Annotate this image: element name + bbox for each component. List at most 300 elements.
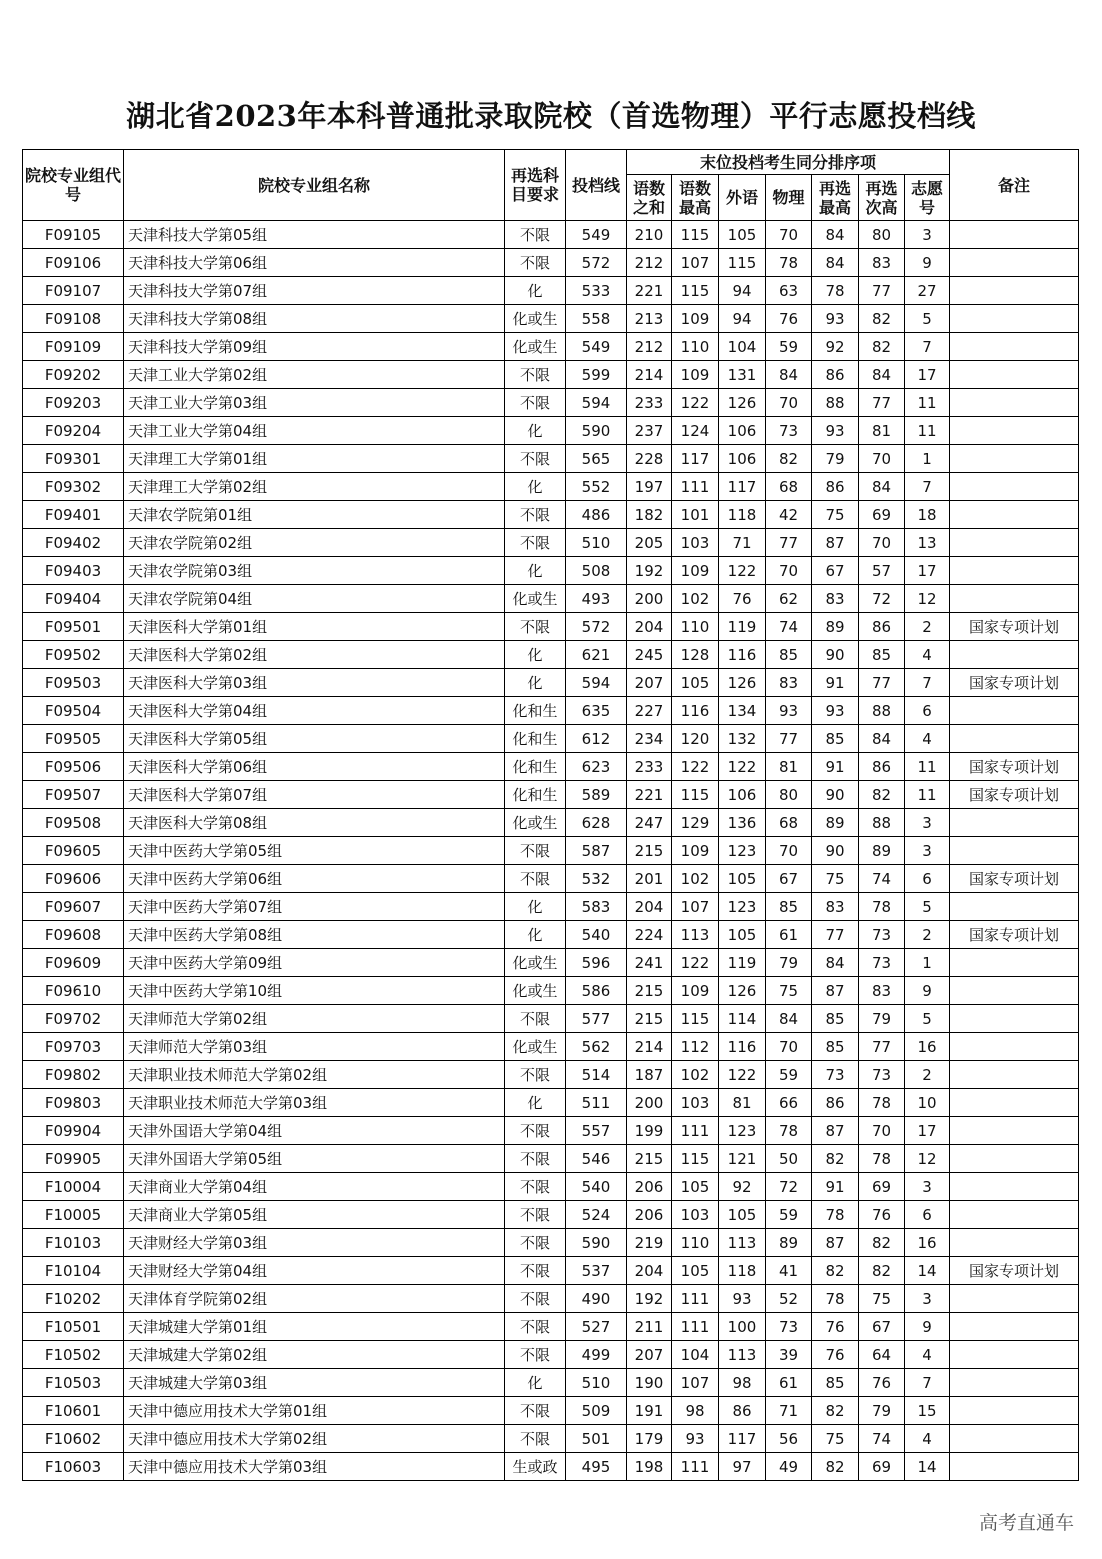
- cell-code: F10103: [23, 1229, 124, 1257]
- cell-choice-no: 17: [905, 361, 950, 389]
- cell-elective-second: 84: [859, 473, 905, 501]
- table-row: [23, 949, 1079, 977]
- cell-foreign: 122: [719, 1061, 766, 1089]
- cell-physics: 75: [766, 977, 812, 1005]
- cell-note: [950, 697, 1079, 725]
- cell-note: [950, 893, 1079, 921]
- cell-name: 天津医科大学第04组: [124, 697, 505, 725]
- cell-foreign: 119: [719, 949, 766, 977]
- cell-elective-second: 78: [859, 893, 905, 921]
- cell-elective-second: 70: [859, 445, 905, 473]
- cell-elective-second: 84: [859, 361, 905, 389]
- cell-choice-no: 2: [905, 921, 950, 949]
- cell-note: [950, 1061, 1079, 1089]
- cell-elective-max: 90: [812, 837, 859, 865]
- cell-req: 化: [505, 1089, 566, 1117]
- cell-elective-max: 85: [812, 1033, 859, 1061]
- cell-note: [950, 1453, 1079, 1481]
- cell-max-cm: 124: [672, 417, 719, 445]
- cell-physics: 50: [766, 1145, 812, 1173]
- cell-name: 天津职业技术师范大学第02组: [124, 1061, 505, 1089]
- cell-sum-cm: 187: [627, 1061, 672, 1089]
- cell-name: 天津农学院第04组: [124, 585, 505, 613]
- cell-foreign: 136: [719, 809, 766, 837]
- cell-elective-second: 69: [859, 1453, 905, 1481]
- cell-code: F09302: [23, 473, 124, 501]
- cell-elective-second: 72: [859, 585, 905, 613]
- header-sub: 再选最高: [812, 175, 859, 221]
- cell-elective-max: 86: [812, 473, 859, 501]
- table-row: [23, 1033, 1079, 1061]
- cell-sum-cm: 199: [627, 1117, 672, 1145]
- cell-name: 天津中德应用技术大学第02组: [124, 1425, 505, 1453]
- cell-sum-cm: 206: [627, 1201, 672, 1229]
- cell-foreign: 118: [719, 1257, 766, 1285]
- cell-req: 化和生: [505, 781, 566, 809]
- cell-foreign: 106: [719, 781, 766, 809]
- cell-sum-cm: 233: [627, 389, 672, 417]
- cell-sum-cm: 211: [627, 1313, 672, 1341]
- cell-foreign: 117: [719, 1425, 766, 1453]
- cell-choice-no: 9: [905, 1313, 950, 1341]
- cell-line: 508: [566, 557, 627, 585]
- cell-physics: 71: [766, 1397, 812, 1425]
- cell-elective-second: 57: [859, 557, 905, 585]
- cell-elective-second: 77: [859, 389, 905, 417]
- cell-physics: 61: [766, 1369, 812, 1397]
- cell-req: 化或生: [505, 809, 566, 837]
- cell-code: F10502: [23, 1341, 124, 1369]
- cell-note: 国家专项计划: [950, 921, 1079, 949]
- cell-elective-max: 85: [812, 1005, 859, 1033]
- cell-elective-second: 84: [859, 725, 905, 753]
- cell-foreign: 105: [719, 221, 766, 249]
- cell-code: F10601: [23, 1397, 124, 1425]
- cell-line: 590: [566, 1229, 627, 1257]
- cell-code: F09609: [23, 949, 124, 977]
- cell-name: 天津农学院第03组: [124, 557, 505, 585]
- cell-elective-second: 83: [859, 249, 905, 277]
- cell-note: [950, 809, 1079, 837]
- cell-req: 不限: [505, 1397, 566, 1425]
- cell-line: 549: [566, 333, 627, 361]
- table-row: [23, 1397, 1079, 1425]
- table-row: [23, 473, 1079, 501]
- cell-line: 623: [566, 753, 627, 781]
- table-row: [23, 669, 1079, 697]
- cell-elective-max: 73: [812, 1061, 859, 1089]
- cell-choice-no: 14: [905, 1453, 950, 1481]
- cell-name: 天津财经大学第04组: [124, 1257, 505, 1285]
- cell-sum-cm: 241: [627, 949, 672, 977]
- cell-line: 594: [566, 389, 627, 417]
- cell-sum-cm: 207: [627, 669, 672, 697]
- cell-sum-cm: 200: [627, 585, 672, 613]
- cell-elective-max: 82: [812, 1453, 859, 1481]
- cell-name: 天津中医药大学第10组: [124, 977, 505, 1005]
- cell-sum-cm: 191: [627, 1397, 672, 1425]
- cell-max-cm: 112: [672, 1033, 719, 1061]
- cell-name: 天津外国语大学第05组: [124, 1145, 505, 1173]
- cell-note: [950, 1285, 1079, 1313]
- cell-code: F10603: [23, 1453, 124, 1481]
- table-row: [23, 1425, 1079, 1453]
- cell-line: 510: [566, 529, 627, 557]
- cell-line: 490: [566, 1285, 627, 1313]
- cell-max-cm: 104: [672, 1341, 719, 1369]
- cell-foreign: 94: [719, 277, 766, 305]
- cell-req: 化或生: [505, 1033, 566, 1061]
- cell-req: 不限: [505, 1005, 566, 1033]
- cell-req: 不限: [505, 1201, 566, 1229]
- header-note: 备注: [950, 150, 1079, 221]
- cell-note: [950, 1341, 1079, 1369]
- cell-req: 化和生: [505, 697, 566, 725]
- cell-foreign: 105: [719, 865, 766, 893]
- cell-foreign: 94: [719, 305, 766, 333]
- cell-foreign: 123: [719, 1117, 766, 1145]
- cell-note: 国家专项计划: [950, 865, 1079, 893]
- cell-elective-max: 82: [812, 1145, 859, 1173]
- cell-note: [950, 1397, 1079, 1425]
- cell-elective-max: 87: [812, 1117, 859, 1145]
- cell-physics: 82: [766, 445, 812, 473]
- cell-code: F10503: [23, 1369, 124, 1397]
- cell-elective-max: 79: [812, 445, 859, 473]
- cell-code: F09501: [23, 613, 124, 641]
- cell-choice-no: 27: [905, 277, 950, 305]
- cell-elective-second: 70: [859, 1117, 905, 1145]
- cell-note: [950, 725, 1079, 753]
- cell-code: F09802: [23, 1061, 124, 1089]
- cell-req: 不限: [505, 865, 566, 893]
- cell-choice-no: 5: [905, 305, 950, 333]
- cell-foreign: 71: [719, 529, 766, 557]
- cell-choice-no: 3: [905, 1285, 950, 1313]
- cell-sum-cm: 245: [627, 641, 672, 669]
- cell-note: 国家专项计划: [950, 1257, 1079, 1285]
- cell-req: 化: [505, 893, 566, 921]
- table-row: [23, 1453, 1079, 1481]
- cell-choice-no: 7: [905, 669, 950, 697]
- table-row: [23, 1061, 1079, 1089]
- cell-foreign: 116: [719, 1033, 766, 1061]
- cell-req: 化和生: [505, 753, 566, 781]
- cell-physics: 73: [766, 417, 812, 445]
- page-title: 湖北省2023年本科普通批录取院校（首选物理）平行志愿投档线: [126, 99, 976, 133]
- header-sub: 语数之和: [627, 175, 672, 221]
- cell-elective-max: 93: [812, 697, 859, 725]
- cell-sum-cm: 247: [627, 809, 672, 837]
- cell-sum-cm: 215: [627, 837, 672, 865]
- cell-name: 天津工业大学第02组: [124, 361, 505, 389]
- cell-name: 天津理工大学第01组: [124, 445, 505, 473]
- cell-line: 587: [566, 837, 627, 865]
- cell-note: [950, 249, 1079, 277]
- cell-choice-no: 1: [905, 949, 950, 977]
- cell-foreign: 121: [719, 1145, 766, 1173]
- cell-note: [950, 837, 1079, 865]
- cell-line: 562: [566, 1033, 627, 1061]
- cell-name: 天津农学院第02组: [124, 529, 505, 557]
- cell-physics: 41: [766, 1257, 812, 1285]
- cell-code: F09203: [23, 389, 124, 417]
- cell-elective-max: 86: [812, 1089, 859, 1117]
- cell-foreign: 81: [719, 1089, 766, 1117]
- cell-max-cm: 98: [672, 1397, 719, 1425]
- cell-note: [950, 1089, 1079, 1117]
- cell-name: 天津城建大学第03组: [124, 1369, 505, 1397]
- cell-note: [950, 977, 1079, 1005]
- cell-line: 558: [566, 305, 627, 333]
- cell-code: F09506: [23, 753, 124, 781]
- cell-max-cm: 115: [672, 781, 719, 809]
- cell-name: 天津中德应用技术大学第03组: [124, 1453, 505, 1481]
- cell-physics: 70: [766, 557, 812, 585]
- cell-physics: 84: [766, 1005, 812, 1033]
- cell-choice-no: 3: [905, 1173, 950, 1201]
- cell-foreign: 106: [719, 445, 766, 473]
- cell-name: 天津医科大学第01组: [124, 613, 505, 641]
- cell-line: 583: [566, 893, 627, 921]
- cell-physics: 49: [766, 1453, 812, 1481]
- cell-line: 572: [566, 613, 627, 641]
- cell-max-cm: 109: [672, 977, 719, 1005]
- cell-physics: 78: [766, 249, 812, 277]
- cell-physics: 84: [766, 361, 812, 389]
- cell-elective-second: 82: [859, 781, 905, 809]
- cell-req: 不限: [505, 1425, 566, 1453]
- cell-physics: 93: [766, 697, 812, 725]
- cell-note: [950, 389, 1079, 417]
- cell-name: 天津科技大学第07组: [124, 277, 505, 305]
- cell-choice-no: 17: [905, 1117, 950, 1145]
- cell-max-cm: 115: [672, 1005, 719, 1033]
- cell-physics: 42: [766, 501, 812, 529]
- cell-elective-second: 78: [859, 1145, 905, 1173]
- cell-physics: 67: [766, 865, 812, 893]
- cell-elective-second: 86: [859, 753, 905, 781]
- cell-sum-cm: 213: [627, 305, 672, 333]
- cell-physics: 52: [766, 1285, 812, 1313]
- cell-elective-max: 78: [812, 1201, 859, 1229]
- cell-code: F09105: [23, 221, 124, 249]
- cell-sum-cm: 205: [627, 529, 672, 557]
- cell-max-cm: 107: [672, 893, 719, 921]
- cell-max-cm: 109: [672, 557, 719, 585]
- cell-physics: 74: [766, 613, 812, 641]
- cell-foreign: 116: [719, 641, 766, 669]
- cell-max-cm: 111: [672, 473, 719, 501]
- cell-foreign: 100: [719, 1313, 766, 1341]
- cell-elective-second: 78: [859, 1089, 905, 1117]
- cell-req: 不限: [505, 249, 566, 277]
- cell-elective-second: 85: [859, 641, 905, 669]
- cell-code: F09404: [23, 585, 124, 613]
- cell-sum-cm: 190: [627, 1369, 672, 1397]
- table-row: [23, 697, 1079, 725]
- cell-physics: 59: [766, 1061, 812, 1089]
- cell-sum-cm: 233: [627, 753, 672, 781]
- cell-sum-cm: 237: [627, 417, 672, 445]
- cell-foreign: 123: [719, 837, 766, 865]
- cell-foreign: 113: [719, 1229, 766, 1257]
- cell-note: 国家专项计划: [950, 753, 1079, 781]
- cell-choice-no: 7: [905, 333, 950, 361]
- cell-choice-no: 11: [905, 753, 950, 781]
- cell-req: 化: [505, 669, 566, 697]
- cell-req: 化或生: [505, 305, 566, 333]
- table-row: [23, 837, 1079, 865]
- cell-req: 不限: [505, 837, 566, 865]
- cell-note: [950, 445, 1079, 473]
- cell-line: 596: [566, 949, 627, 977]
- cell-sum-cm: 210: [627, 221, 672, 249]
- cell-line: 586: [566, 977, 627, 1005]
- cell-note: [950, 557, 1079, 585]
- cell-sum-cm: 212: [627, 333, 672, 361]
- cell-max-cm: 122: [672, 949, 719, 977]
- cell-max-cm: 117: [672, 445, 719, 473]
- cell-physics: 63: [766, 277, 812, 305]
- cell-foreign: 97: [719, 1453, 766, 1481]
- cell-code: F09803: [23, 1089, 124, 1117]
- cell-physics: 70: [766, 1033, 812, 1061]
- cell-foreign: 115: [719, 249, 766, 277]
- cell-physics: 80: [766, 781, 812, 809]
- cell-note: [950, 1033, 1079, 1061]
- cell-elective-max: 86: [812, 361, 859, 389]
- cell-max-cm: 116: [672, 697, 719, 725]
- cell-code: F09606: [23, 865, 124, 893]
- cell-choice-no: 3: [905, 809, 950, 837]
- cell-elective-second: 77: [859, 277, 905, 305]
- cell-name: 天津商业大学第04组: [124, 1173, 505, 1201]
- cell-code: F09608: [23, 921, 124, 949]
- table-row: [23, 1005, 1079, 1033]
- cell-note: [950, 361, 1079, 389]
- cell-name: 天津医科大学第08组: [124, 809, 505, 837]
- cell-physics: 83: [766, 669, 812, 697]
- cell-req: 不限: [505, 529, 566, 557]
- cell-foreign: 123: [719, 893, 766, 921]
- cell-elective-max: 91: [812, 669, 859, 697]
- cell-max-cm: 128: [672, 641, 719, 669]
- table-row: [23, 613, 1079, 641]
- cell-sum-cm: 206: [627, 1173, 672, 1201]
- cell-note: [950, 1117, 1079, 1145]
- cell-elective-second: 76: [859, 1201, 905, 1229]
- cell-elective-max: 84: [812, 949, 859, 977]
- cell-code: F09401: [23, 501, 124, 529]
- cell-foreign: 134: [719, 697, 766, 725]
- cell-elective-max: 88: [812, 389, 859, 417]
- cell-code: F09502: [23, 641, 124, 669]
- cell-code: F09505: [23, 725, 124, 753]
- cell-elective-max: 90: [812, 781, 859, 809]
- header-sub: 物理: [766, 175, 812, 221]
- cell-note: [950, 221, 1079, 249]
- cell-max-cm: 111: [672, 1117, 719, 1145]
- table-row: [23, 249, 1079, 277]
- cell-foreign: 113: [719, 1341, 766, 1369]
- cell-physics: 70: [766, 389, 812, 417]
- cell-req: 化和生: [505, 725, 566, 753]
- cell-elective-max: 87: [812, 529, 859, 557]
- cell-name: 天津医科大学第05组: [124, 725, 505, 753]
- cell-req: 化: [505, 277, 566, 305]
- cell-foreign: 132: [719, 725, 766, 753]
- cell-line: 537: [566, 1257, 627, 1285]
- cell-max-cm: 115: [672, 277, 719, 305]
- cell-elective-second: 73: [859, 1061, 905, 1089]
- cell-elective-second: 88: [859, 697, 905, 725]
- table-row: [23, 725, 1079, 753]
- cell-choice-no: 4: [905, 1425, 950, 1453]
- table-row: [23, 277, 1079, 305]
- cell-choice-no: 10: [905, 1089, 950, 1117]
- cell-note: [950, 585, 1079, 613]
- cell-note: 国家专项计划: [950, 669, 1079, 697]
- cell-req: 不限: [505, 221, 566, 249]
- cell-max-cm: 105: [672, 669, 719, 697]
- cell-req: 生或政: [505, 1453, 566, 1481]
- cell-choice-no: 6: [905, 1201, 950, 1229]
- cell-max-cm: 113: [672, 921, 719, 949]
- cell-elective-second: 76: [859, 1369, 905, 1397]
- cell-choice-no: 12: [905, 585, 950, 613]
- cell-elective-second: 77: [859, 669, 905, 697]
- cell-note: [950, 1201, 1079, 1229]
- cell-elective-max: 84: [812, 221, 859, 249]
- cell-name: 天津农学院第01组: [124, 501, 505, 529]
- cell-req: 化: [505, 1369, 566, 1397]
- table-row: [23, 1229, 1079, 1257]
- cell-req: 不限: [505, 1285, 566, 1313]
- cell-line: 540: [566, 1173, 627, 1201]
- cell-name: 天津商业大学第05组: [124, 1201, 505, 1229]
- cell-elective-max: 89: [812, 613, 859, 641]
- cell-choice-no: 3: [905, 837, 950, 865]
- cell-req: 化或生: [505, 949, 566, 977]
- cell-choice-no: 18: [905, 501, 950, 529]
- cell-foreign: 98: [719, 1369, 766, 1397]
- cell-note: [950, 1369, 1079, 1397]
- cell-req: 化: [505, 557, 566, 585]
- table-row: [23, 1173, 1079, 1201]
- cell-choice-no: 7: [905, 1369, 950, 1397]
- cell-line: 511: [566, 1089, 627, 1117]
- cell-line: 532: [566, 865, 627, 893]
- cell-elective-max: 84: [812, 249, 859, 277]
- cell-max-cm: 105: [672, 1173, 719, 1201]
- cell-code: F09202: [23, 361, 124, 389]
- cell-line: 635: [566, 697, 627, 725]
- cell-choice-no: 5: [905, 893, 950, 921]
- cell-max-cm: 101: [672, 501, 719, 529]
- cell-max-cm: 102: [672, 865, 719, 893]
- cell-sum-cm: 192: [627, 557, 672, 585]
- cell-elective-max: 78: [812, 277, 859, 305]
- cell-elective-max: 75: [812, 501, 859, 529]
- cell-code: F09904: [23, 1117, 124, 1145]
- cell-line: 572: [566, 249, 627, 277]
- cell-line: 486: [566, 501, 627, 529]
- cell-name: 天津职业技术师范大学第03组: [124, 1089, 505, 1117]
- header-tiebreak-group: 末位投档考生同分排序项: [627, 150, 950, 175]
- table-row: [23, 389, 1079, 417]
- cell-max-cm: 107: [672, 249, 719, 277]
